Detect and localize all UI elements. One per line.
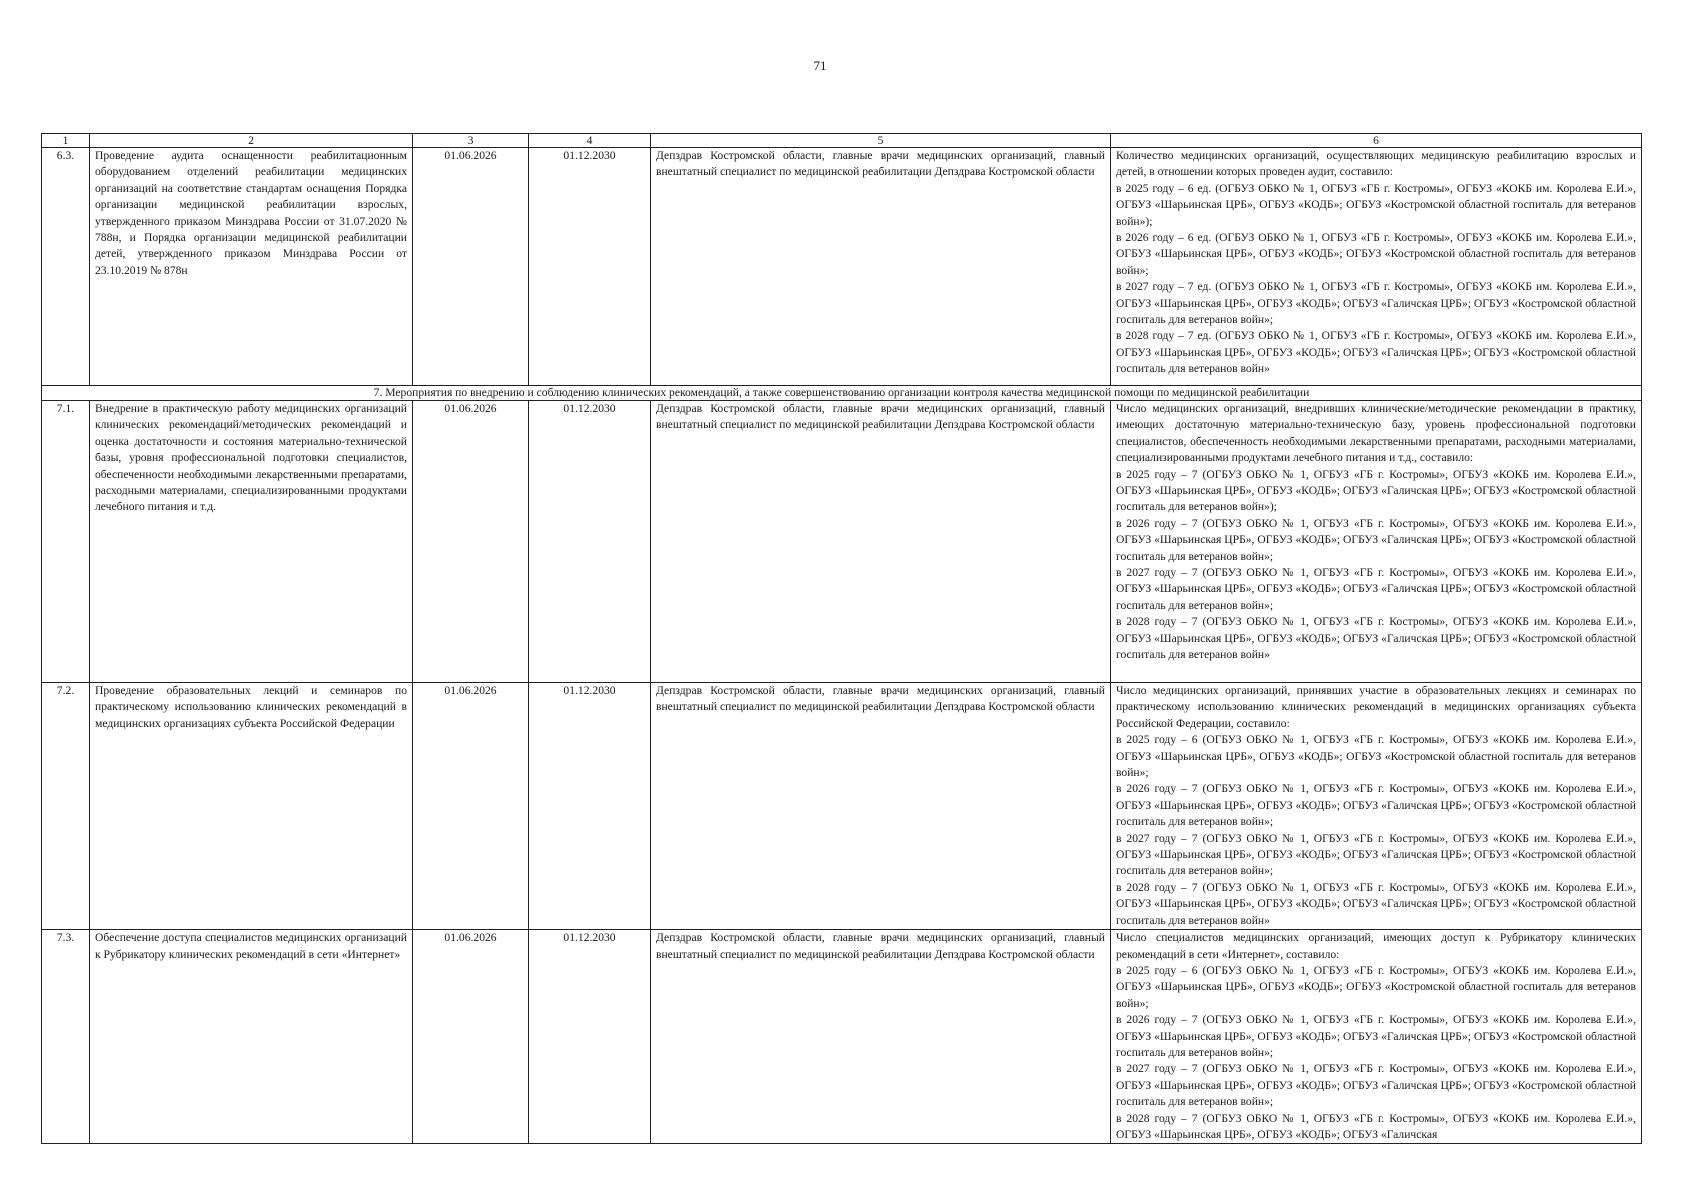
result — [1111, 401, 1642, 683]
page-number: 71 — [813, 58, 827, 73]
end-date: 01.12.2030 — [529, 401, 651, 683]
result-paragraph: Число медицинских организаций, внедривших клинические/методические рекомендации в практику, имеющих достаточную материально-техническую базу, уровень профессиональной подготовки специалистов, обеспеченность необходимыми лекарственными препаратами, расходными материалами, специализированными продуктами лечебного питания и т.д., составило: — [1116, 402, 1636, 465]
table-row — [42, 148, 1642, 386]
measure-name: Внедрение в практическую работу медицинских организаций клинических рекомендаций/методических рекомендаций и оценка достаточности и состояния материально-технической базы, уровня профессиональной подготовки специалистов, обеспеченности необходимыми лекарственными препаратами, расходными материалами, специализированными продуктами лечебного питания и т.д. — [90, 401, 413, 683]
result-paragraph: в 2026 году – 7 (ОГБУЗ ОБКО № 1, ОГБУЗ «ГБ г. Костромы», ОГБУЗ «КОКБ им. Королева Е.И.», ОГБУЗ «Шарьинская ЦРБ», ОГБУЗ «КОДБ»; ОГБУЗ «Галичская ЦРБ»; ОГБУЗ «Костромской областной госпиталь для ветеранов войн»; — [1116, 782, 1636, 829]
section-heading: 7. Мероприятия по внедрению и соблюдению клинических рекомендаций, а также совершенствованию организации контроля качества медицинской помощи по медицинской реабилитации — [42, 386, 1642, 401]
measures-table — [41, 133, 1642, 1144]
responsible: Депздрав Костромской области, главные врачи медицинских организаций, главный внештатный специалист по медицинской реабилитации Депздрава Костромской области — [651, 930, 1111, 1144]
table-row — [42, 683, 1642, 930]
responsible: Депздрав Костромской области, главные врачи медицинских организаций, главный внештатный специалист по медицинской реабилитации Депздрава Костромской области — [651, 401, 1111, 683]
result-paragraph: в 2027 году – 7 (ОГБУЗ ОБКО № 1, ОГБУЗ «ГБ г. Костромы», ОГБУЗ «КОКБ им. Королева Е.И.», ОГБУЗ «Шарьинская ЦРБ», ОГБУЗ «КОДБ»; ОГБУЗ «Галичская ЦРБ»; ОГБУЗ «Костромской областной госпиталь для ветеранов войн»; — [1116, 831, 1636, 878]
result-paragraph: в 2028 году – 7 (ОГБУЗ ОБКО № 1, ОГБУЗ «ГБ г. Костромы», ОГБУЗ «КОКБ им. Королева Е.И.», ОГБУЗ «Шарьинская ЦРБ», ОГБУЗ «КОДБ»; ОГБУЗ «Галичская ЦРБ»; ОГБУЗ «Костромской областной госпиталь для ветеранов войн» — [1116, 880, 1636, 927]
result — [1111, 683, 1642, 930]
result — [1111, 930, 1642, 1144]
result — [1111, 148, 1642, 386]
header-cell: 4 — [529, 134, 651, 148]
row-number: 7.1. — [42, 401, 90, 683]
section-heading-row — [42, 386, 1642, 401]
result-paragraph: в 2027 году – 7 (ОГБУЗ ОБКО № 1, ОГБУЗ «ГБ г. Костромы», ОГБУЗ «КОКБ им. Королева Е.И.», ОГБУЗ «Шарьинская ЦРБ», ОГБУЗ «КОДБ»; ОГБУЗ «Галичская ЦРБ»; ОГБУЗ «Костромской областной госпиталь для ветеранов войн»; — [1116, 1062, 1636, 1109]
result-paragraph: в 2027 году – 7 (ОГБУЗ ОБКО № 1, ОГБУЗ «ГБ г. Костромы», ОГБУЗ «КОКБ им. Королева Е.И.», ОГБУЗ «Шарьинская ЦРБ», ОГБУЗ «КОДБ»; ОГБУЗ «Галичская ЦРБ»; ОГБУЗ «Костромской областной госпиталь для ветеранов войн»; — [1116, 566, 1636, 612]
result-paragraph: в 2026 году – 6 ед. (ОГБУЗ ОБКО № 1, ОГБУЗ «ГБ г. Костромы», ОГБУЗ «КОКБ им. Королева Е.И.», ОГБУЗ «Шарьинская ЦРБ», ОГБУЗ «КОДБ»; ОГБУЗ «Костромской областной госпиталь для ветеранов войн»; — [1116, 231, 1636, 277]
header-cell: 3 — [413, 134, 529, 148]
table-row — [42, 401, 1642, 683]
result-paragraph: в 2027 году – 7 ед. (ОГБУЗ ОБКО № 1, ОГБУЗ «ГБ г. Костромы», ОГБУЗ «КОКБ им. Королева Е.И.», ОГБУЗ «Шарьинская ЦРБ», ОГБУЗ «КОДБ»; ОГБУЗ «Галичская ЦРБ»; ОГБУЗ «Костромской областной госпиталь для ветеранов войн»; — [1116, 280, 1636, 327]
end-date: 01.12.2030 — [529, 148, 651, 386]
result-paragraph: в 2025 году – 6 (ОГБУЗ ОБКО № 1, ОГБУЗ «ГБ г. Костромы», ОГБУЗ «КОКБ им. Королева Е.И.», ОГБУЗ «Шарьинская ЦРБ», ОГБУЗ «КОДБ»; ОГБУЗ «Костромской областной госпиталь для ветеранов войн»; — [1116, 963, 1636, 1010]
header-cell: 1 — [42, 134, 90, 148]
result-paragraph: в 2025 году – 7 (ОГБУЗ ОБКО № 1, ОГБУЗ «ГБ г. Костромы», ОГБУЗ «КОКБ им. Королева Е.И.», ОГБУЗ «Шарьинская ЦРБ», ОГБУЗ «КОДБ»; ОГБУЗ «Галичская ЦРБ»; ОГБУЗ «Костромской областной госпиталь для ветеранов войн»); — [1116, 467, 1636, 514]
responsible: Депздрав Костромской области, главные врачи медицинских организаций, главный внештатный специалист по медицинской реабилитации Депздрава Костромской области — [651, 148, 1111, 386]
result-paragraph: в 2028 году – 7 (ОГБУЗ ОБКО № 1, ОГБУЗ «ГБ г. Костромы», ОГБУЗ «КОКБ им. Королева Е.И.», ОГБУЗ «Шарьинская ЦРБ», ОГБУЗ «КОДБ»; ОГБУЗ «Галичская ЦРБ»; ОГБУЗ «Костромской областной госпиталь для ветеранов войн» — [1116, 615, 1636, 662]
start-date: 01.06.2026 — [413, 930, 529, 1144]
start-date: 01.06.2026 — [413, 148, 529, 386]
end-date: 01.12.2030 — [529, 930, 651, 1144]
responsible: Депздрав Костромской области, главные врачи медицинских организаций, главный внештатный специалист по медицинской реабилитации Депздрава Костромской области — [651, 683, 1111, 930]
result-paragraph: в 2026 году – 7 (ОГБУЗ ОБКО № 1, ОГБУЗ «ГБ г. Костромы», ОГБУЗ «КОКБ им. Королева Е.И.», ОГБУЗ «Шарьинская ЦРБ», ОГБУЗ «КОДБ»; ОГБУЗ «Галичская ЦРБ»; ОГБУЗ «Костромской областной госпиталь для ветеранов войн»; — [1116, 1013, 1636, 1059]
result-paragraph: в 2028 году – 7 (ОГБУЗ ОБКО № 1, ОГБУЗ «ГБ г. Костромы», ОГБУЗ «КОКБ им. Королева Е.И.», ОГБУЗ «Шарьинская ЦРБ», ОГБУЗ «КОДБ»; ОГБУЗ «Галичская — [1116, 1111, 1636, 1141]
start-date: 01.06.2026 — [413, 683, 529, 930]
result-paragraph: Число медицинских организаций, принявших участие в образовательных лекциях и семинарах по практическому использованию клинических рекомендаций в медицинских организациях субъекта Российской Федерации, составило: — [1116, 684, 1636, 730]
row-number: 7.2. — [42, 683, 90, 930]
header-cell: 2 — [90, 134, 413, 148]
measure-name: Проведение образовательных лекций и семинаров по практическому использованию клинических рекомендаций в медицинских организациях субъекта Российской Федерации — [90, 683, 413, 930]
measure-name: Обеспечение доступа специалистов медицинских организаций к Рубрикатору клинических рекомендаций в сети «Интернет» — [90, 930, 413, 1144]
end-date: 01.12.2030 — [529, 683, 651, 930]
result-paragraph: в 2025 году – 6 ед. (ОГБУЗ ОБКО № 1, ОГБУЗ «ГБ г. Костромы», ОГБУЗ «КОКБ им. Королева Е.И.», ОГБУЗ «Шарьинская ЦРБ», ОГБУЗ «КОДБ»; ОГБУЗ «Костромской областной госпиталь для ветеранов войн»); — [1116, 181, 1636, 228]
measure-name: Проведение аудита оснащенности реабилитационным оборудованием отделений реабилитации медицинских организаций на соответствие стандартам оснащения Порядка организации медицинской реабилитации взрослых, утвержденного приказом Минздрава России от 31.07.2020 № 788н, и Порядка организации медицинской реабилитации детей, утвержденного приказом Минздрава России от 23.10.2019 № 878н — [90, 148, 413, 386]
result-paragraph: в 2028 году – 7 ед. (ОГБУЗ ОБКО № 1, ОГБУЗ «ГБ г. Костромы», ОГБУЗ «КОКБ им. Королева Е.И.», ОГБУЗ «Шарьинская ЦРБ», ОГБУЗ «КОДБ»; ОГБУЗ «Галичская ЦРБ»; ОГБУЗ «Костромской областной госпиталь для ветеранов войн» — [1116, 329, 1636, 376]
result-paragraph: Число специалистов медицинских организаций, имеющих доступ к Рубрикатору клинических рекомендаций в сети «Интернет», составило: — [1116, 931, 1636, 961]
header-cell: 6 — [1111, 134, 1642, 148]
table-header-row — [42, 134, 1642, 148]
table-row — [42, 930, 1642, 1144]
start-date: 01.06.2026 — [413, 401, 529, 683]
result-paragraph: в 2026 году – 7 (ОГБУЗ ОБКО № 1, ОГБУЗ «ГБ г. Костромы», ОГБУЗ «КОКБ им. Королева Е.И.», ОГБУЗ «Шарьинская ЦРБ», ОГБУЗ «КОДБ»; ОГБУЗ «Галичская ЦРБ»; ОГБУЗ «Костромской областной госпиталь для ветеранов войн»; — [1116, 516, 1636, 563]
row-number: 7.3. — [42, 930, 90, 1144]
result-paragraph: в 2025 году – 6 (ОГБУЗ ОБКО № 1, ОГБУЗ «ГБ г. Костромы», ОГБУЗ «КОКБ им. Королева Е.И.», ОГБУЗ «Шарьинская ЦРБ», ОГБУЗ «КОДБ»; ОГБУЗ «Костромской областной госпиталь для ветеранов войн»; — [1116, 733, 1636, 780]
header-cell: 5 — [651, 134, 1111, 148]
result-paragraph: Количество медицинских организаций, осуществляющих медицинскую реабилитацию взрослых и детей, в отношении которых проведен аудит, составило: — [1116, 149, 1636, 179]
row-number: 6.3. — [42, 148, 90, 386]
